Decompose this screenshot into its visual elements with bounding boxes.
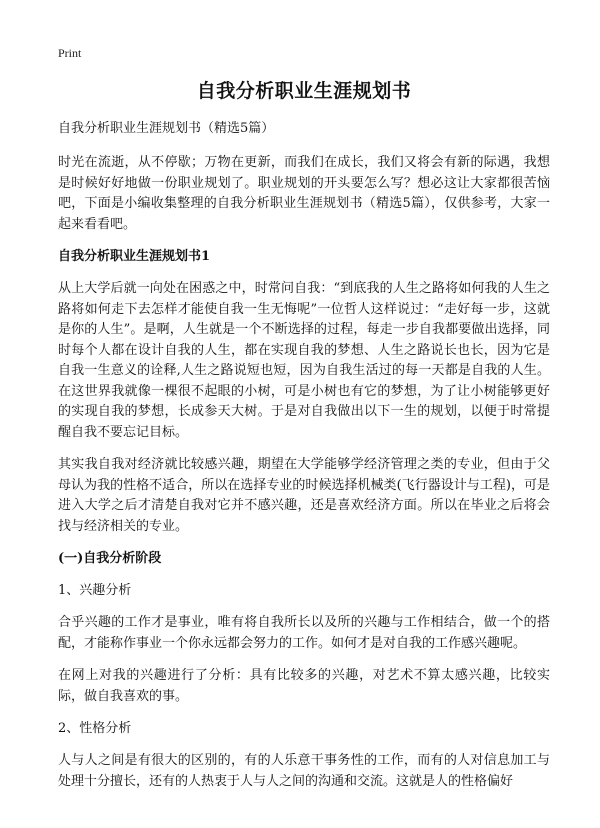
intro-paragraph: 时光在流逝，从不停歇；万物在更新，而我们在成长，我们又将会有新的际遇，我想是时候好好地做一份职业规划了。职业规划的开头要怎么写？想必这让大家都很苦恼吧，下面是小编收集整理的自我分析职业生涯规划书（精选5篇），仅供参考，大家一起来看看吧。: [58, 155, 550, 232]
part1-heading: (一)自我分析阶段: [58, 551, 162, 566]
section1-heading: 自我分析职业生涯规划书1: [58, 249, 211, 264]
document-title: 自我分析职业生涯规划书: [196, 80, 412, 102]
personality-analysis-heading: 2、性格分析: [58, 721, 132, 736]
print-label: Print: [58, 46, 82, 60]
document-body: [58, 74, 550, 804]
section1-paragraph-1: 从上大学后就一向处在困惑之中，时常问自我：“到底我的人生之路将如何我的人生之路将如何走下去怎样才能使自我一生无悔呢”一位哲人这样说过：“走好每一步，这就是你的人生”。是啊，人生就是一个不断选择的过程，每走一步自我都要做出选择，同时每个人都在设计自我的人生，都在实现自我的梦想、人生之路说长也长，因为它是自我一生意义的诠释,人生之路说短也短，因为自我生活过的每一天都是自我的人生。在这世界我就像一棵很不起眼的小树，可是小树也有它的梦想，为了让小树能够更好的实现自我的梦想，长成参天大树。于是对自我做出以下一生的规划，以便于时常提醒自我不要忘记目标。: [58, 281, 550, 440]
document-subtitle: 自我分析职业生涯规划书（精选5篇）: [58, 121, 275, 136]
interest-analysis-heading: 1、兴趣分析: [58, 583, 132, 598]
interest-paragraph-1: 合乎兴趣的工作才是事业，唯有将自我所长以及所的兴趣与工作相结合，做一个的搭配，才能称作事业一个你永远都会努力的工作。如何才是对自我的工作感兴趣呢。: [58, 615, 550, 651]
interest-paragraph-2: 在网上对我的兴趣进行了分析：具有比较多的兴趣，对艺术不算太感兴趣，比较实际，做自我喜欢的事。: [58, 668, 550, 704]
section1-paragraph-2: 其实我自我对经济就比较感兴趣，期望在大学能够学经济管理之类的专业，但由于父母认为我的性格不适合，所以在选择专业的时候选择机械类(飞行器设计与工程)，可是进入大学之后才清楚自我对它并不感兴趣，还是喜欢经济方面。所以在毕业之后将会找与经济相关的专业。: [58, 457, 550, 534]
personality-paragraph-1: 人与人之间是有很大的区别的，有的人乐意干事务性的工作，而有的人对信息加工与处理十分擅长，还有的人热衷于人与人之间的沟通和交流。这就是人的性格偏好: [58, 753, 550, 789]
